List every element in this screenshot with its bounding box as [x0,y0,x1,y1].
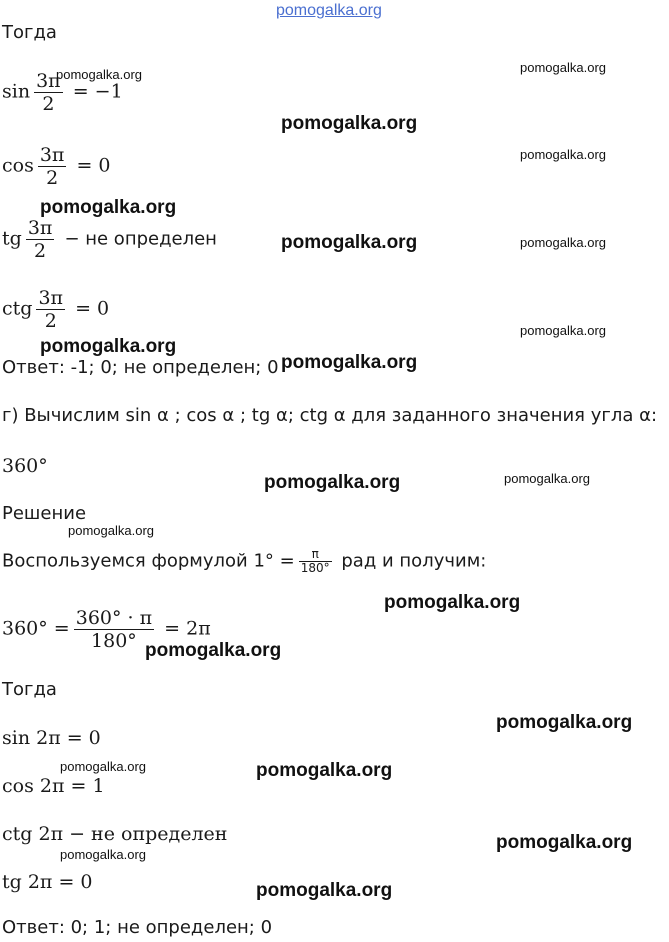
watermark-text: pomogalka.org [40,336,177,357]
sin-prefix: sin [2,80,31,103]
watermark-text: pomogalka.org [281,113,418,134]
watermark-text: pomogalka.org [145,640,282,661]
calc-fraction [74,607,154,652]
tg2pi-line: tg 2π = 0 [2,871,93,893]
ctg-prefix: ctg [2,297,33,320]
watermark-text: pomogalka.org [68,523,154,538]
calc-prefix: 360° = [2,617,70,640]
watermark-text: pomogalka.org [384,592,521,613]
fraction-denominator: 2 [44,310,57,332]
watermark-text: pomogalka.org [256,880,393,901]
formula-line [2,548,486,575]
fraction-denominator: 2 [34,240,47,262]
watermark-text: pomogalka.org [504,471,590,486]
calc-numerator: 360° · π [75,607,153,629]
watermark-text: pomogalka.org [40,197,177,218]
cos-result: = 0 [76,154,111,177]
formula-denominator: 180° [300,561,330,575]
fraction [38,144,67,189]
calc-denominator: 180° [91,630,137,652]
watermark-text: pomogalka.org [520,235,606,250]
answer-v: Ответ: -1; 0; не определен; 0 [2,357,279,378]
ctg-line [2,287,109,332]
cos-prefix: cos [2,154,34,177]
watermark-text: pomogalka.org [520,147,606,162]
watermark-text: pomogalka.org [496,712,633,733]
fraction-numerator: 3π [27,217,53,239]
task-g: г) Вычислим sin α ; cos α ; tg α; ctg α для заданного значения угла α: [2,405,658,426]
then-label: Тогда [2,22,57,43]
watermark-text: pomogalka.org [520,323,606,338]
watermark-text: pomogalka.org [281,352,418,373]
watermark-text: pomogalka.org [520,60,606,75]
tg-prefix: tg [2,227,22,250]
watermark-text: pomogalka.org [256,760,393,781]
formula-numerator: π [299,548,332,562]
header-watermark: pomogalka.org [276,2,382,19]
fraction [36,287,65,332]
sin2pi-line: sin 2π = 0 [2,727,101,749]
watermark-text: pomogalka.org [60,759,146,774]
fraction-numerator: 3π [38,287,64,309]
fraction-numerator: 3π [39,144,65,166]
formula-prefix: Воспользуемся формулой 1° = [2,550,295,572]
cos-line [2,144,111,189]
then-label-2: Тогда [2,679,57,700]
watermark-text: pomogalka.org [496,832,633,853]
calc-result: = 2π [164,617,211,640]
ctg2pi-line: ctg 2π − не определен [2,823,228,845]
tg-result: − не определен [64,228,217,250]
fraction-denominator: 2 [46,167,59,189]
tg-line [2,217,217,262]
angle: 360° [2,455,48,477]
formula-fraction [299,548,332,575]
sin-result: = −1 [72,80,123,103]
fraction-numerator: 3π [36,70,61,92]
fraction-denominator: 2 [42,93,55,115]
watermark-text: pomogalka.org [281,232,418,253]
formula-suffix: рад и получим: [341,550,487,572]
fraction [26,217,55,262]
solution-label: Решение [2,503,87,524]
watermark-text: pomogalka.org [264,472,401,493]
watermark-text: pomogalka.org [60,847,146,862]
ctg-result: = 0 [75,297,110,320]
cos2pi-line: cos 2π = 1 [2,775,105,797]
answer-g: Ответ: 0; 1; не определен; 0 [2,917,273,938]
watermark-text: pomogalka.org [56,67,142,82]
